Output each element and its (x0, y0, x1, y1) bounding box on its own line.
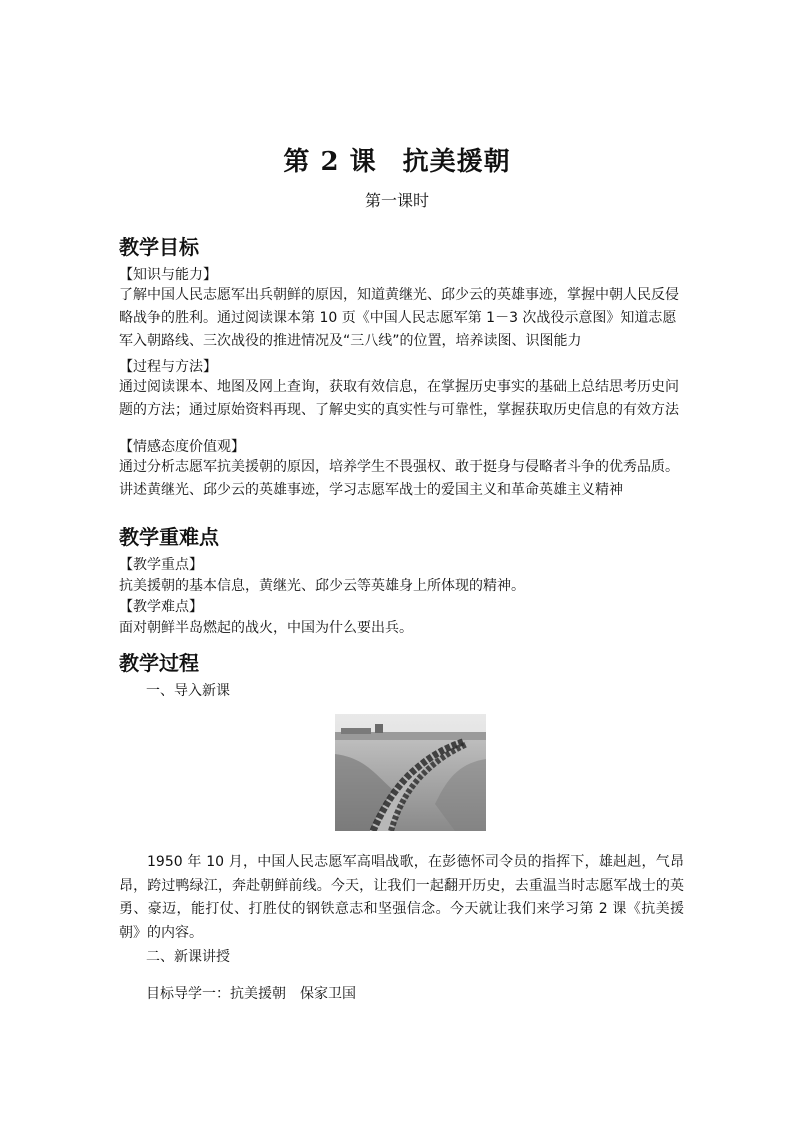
process-heading: 教学过程 (119, 651, 199, 675)
focus-text: 抗美援朝的基本信息，黄继光、邱少云等英雄身上所体现的精神。 (119, 578, 525, 594)
difficulty-label: 【教学难点】 (119, 599, 203, 615)
intro-heading: 一、导入新课 (146, 683, 230, 699)
intro-paragraph: 1950 年 10 月，中国人民志愿军高唱战歌，在彭德怀司令员的指挥下，雄赳赳，气昂昂，跨过鸭绿江，奔赴朝鲜前线。今天，让我们一起翻开历史，去重温当时志愿军战士的英勇、豪迈，能打仗、打胜仗的钢铁意志和坚强信念。今天就让我们来学习第 2 课《抗美援朝》的内容。 (119, 854, 684, 941)
process-method-line: 通过阅读课本、地图及网上查询，获取有效信息，在掌握历史事实的基础上总结思考历史问 (119, 379, 679, 395)
difficulty-text: 面对朝鲜半岛燃起的战火，中国为什么要出兵。 (119, 620, 413, 636)
emotion-label: 【情感态度价值观】 (119, 439, 245, 455)
process-method-label: 【过程与方法】 (119, 359, 217, 375)
emotion-line: 讲述黄继光、邱少云的英雄事迹，学习志愿军战士的爱国主义和革命英雄主义精神 (119, 482, 623, 498)
lesson-title-prefix: 第 2 课 (283, 147, 377, 177)
key-points-heading: 教学重难点 (119, 525, 219, 549)
objectives-heading: 教学目标 (119, 235, 199, 259)
new-lesson-heading: 二、新课讲授 (146, 949, 230, 965)
knowledge-line: 略战争的胜利。通过阅读课本第 10 页《中国人民志愿军第 1－3 次战役示意图》知道志愿 (119, 310, 677, 326)
process-method-line: 题的方法；通过原始资料再现、了解史实的真实性与可靠性，掌握获取历史信息的有效方法 (119, 402, 679, 418)
knowledge-line: 军入朝路线、三次战役的推进情况及“三八线”的位置，培养读图、识图能力 (119, 333, 582, 349)
knowledge-label: 【知识与能力】 (119, 267, 217, 283)
emotion-line: 通过分析志愿军抗美援朝的原因，培养学生不畏强权、敢于挺身与侵略者斗争的优秀品质。 (119, 459, 679, 475)
lesson-title-main: 抗美援朝 (402, 147, 511, 177)
lesson-subtitle: 第一课时 (364, 191, 429, 210)
process-method-paragraph (119, 376, 684, 422)
volunteer-army-crossing-photo (335, 714, 486, 831)
lesson-title (0, 141, 794, 178)
knowledge-line: 了解中国人民志愿军出兵朝鲜的原因，知道黄继光、邱少云的英雄事迹，掌握中朝人民反侵 (119, 287, 679, 303)
goal-one-heading: 目标导学一：抗美援朝 保家卫国 (146, 986, 356, 1002)
emotion-paragraph (119, 456, 684, 502)
knowledge-paragraph (119, 284, 684, 353)
focus-label: 【教学重点】 (119, 557, 203, 573)
